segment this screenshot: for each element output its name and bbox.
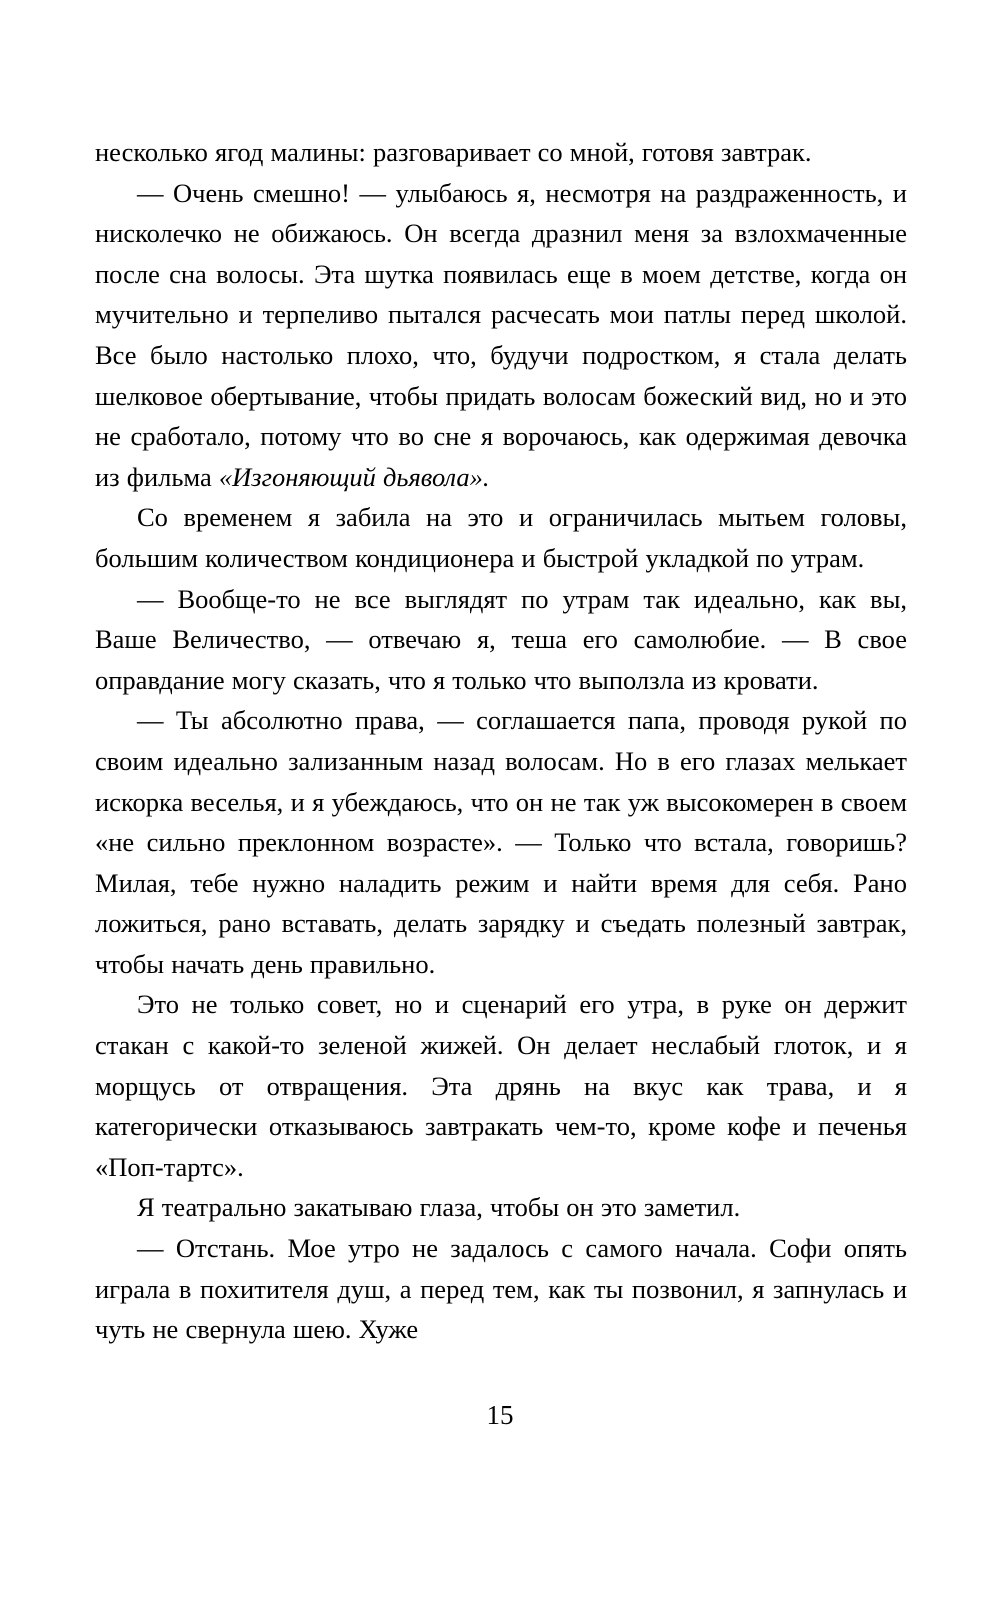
paragraph [95,173,907,498]
page-text-column [95,132,907,1350]
paragraph: несколько ягод малины: разговаривает со мной, готовя завтрак. [95,137,812,167]
paragraph-text: — Очень смешно! — улыбаюсь я, несмотря на раздраженность, и нисколечко не обижаюсь. Он всегда дразнил меня за взлохмаченные после сна волосы. Эта шутка появилась еще в моем детстве, когда он мучительно и терпеливо пытался расчесать мои патлы перед школой. Все было настолько плохо, что, будучи подростком, я стала делать шелковое обертывание, чтобы придать волосам божеский вид, но и это не сработало, потому что во сне я ворочаюсь, как одержимая девочка из фильма [95,177,907,492]
paragraph: Со временем я забила на это и ограничилась мытьем головы, большим количеством кондиционера и быстрой укладкой по утрам. [95,502,907,573]
paragraph: Это не только совет, но и сценарий его утра, в руке он держит стакан с какой-то зеленой жижей. Он делает неслабый глоток, и я морщусь от отвращения. Эта дрянь на вкус как трава, и я категорически отказываюсь завтракать чем-то, кроме кофе и печенья «Поп-тартс». [95,989,907,1182]
paragraph: — Вообще-то не все выглядят по утрам так идеально, как вы, Ваше Величество, — отвечаю я, теша его самолюбие. — В свое оправдание могу сказать, что я только что выползла из кровати. [95,583,907,695]
book-title-italic: «Изгоняющий дьявола». [218,461,490,492]
page-number: 15 [486,1400,514,1430]
paragraph: — Отстань. Мое утро не задалось с самого начала. Софи опять играла в похитителя душ, а перед тем, как ты позвонил, я запнулась и чуть не свернула шею. Хуже [95,1233,907,1345]
paragraph: Я театрально закатываю глаза, чтобы он это заметил. [137,1192,741,1223]
paragraph: — Ты абсолютно права, — соглашается папа, проводя рукой по своим идеально зализанным назад волосам. Но в его глазах мелькает искорка веселья, и я убеждаюсь, что он не так уж высокомерен в своем «не сильно преклонном возрасте». — Только что встала, говоришь? Милая, тебе нужно наладить режим и найти время для себя. Рано ложиться, рано вставать, делать зарядку и съедать полезный завтрак, чтобы начать день правильно. [95,705,907,979]
